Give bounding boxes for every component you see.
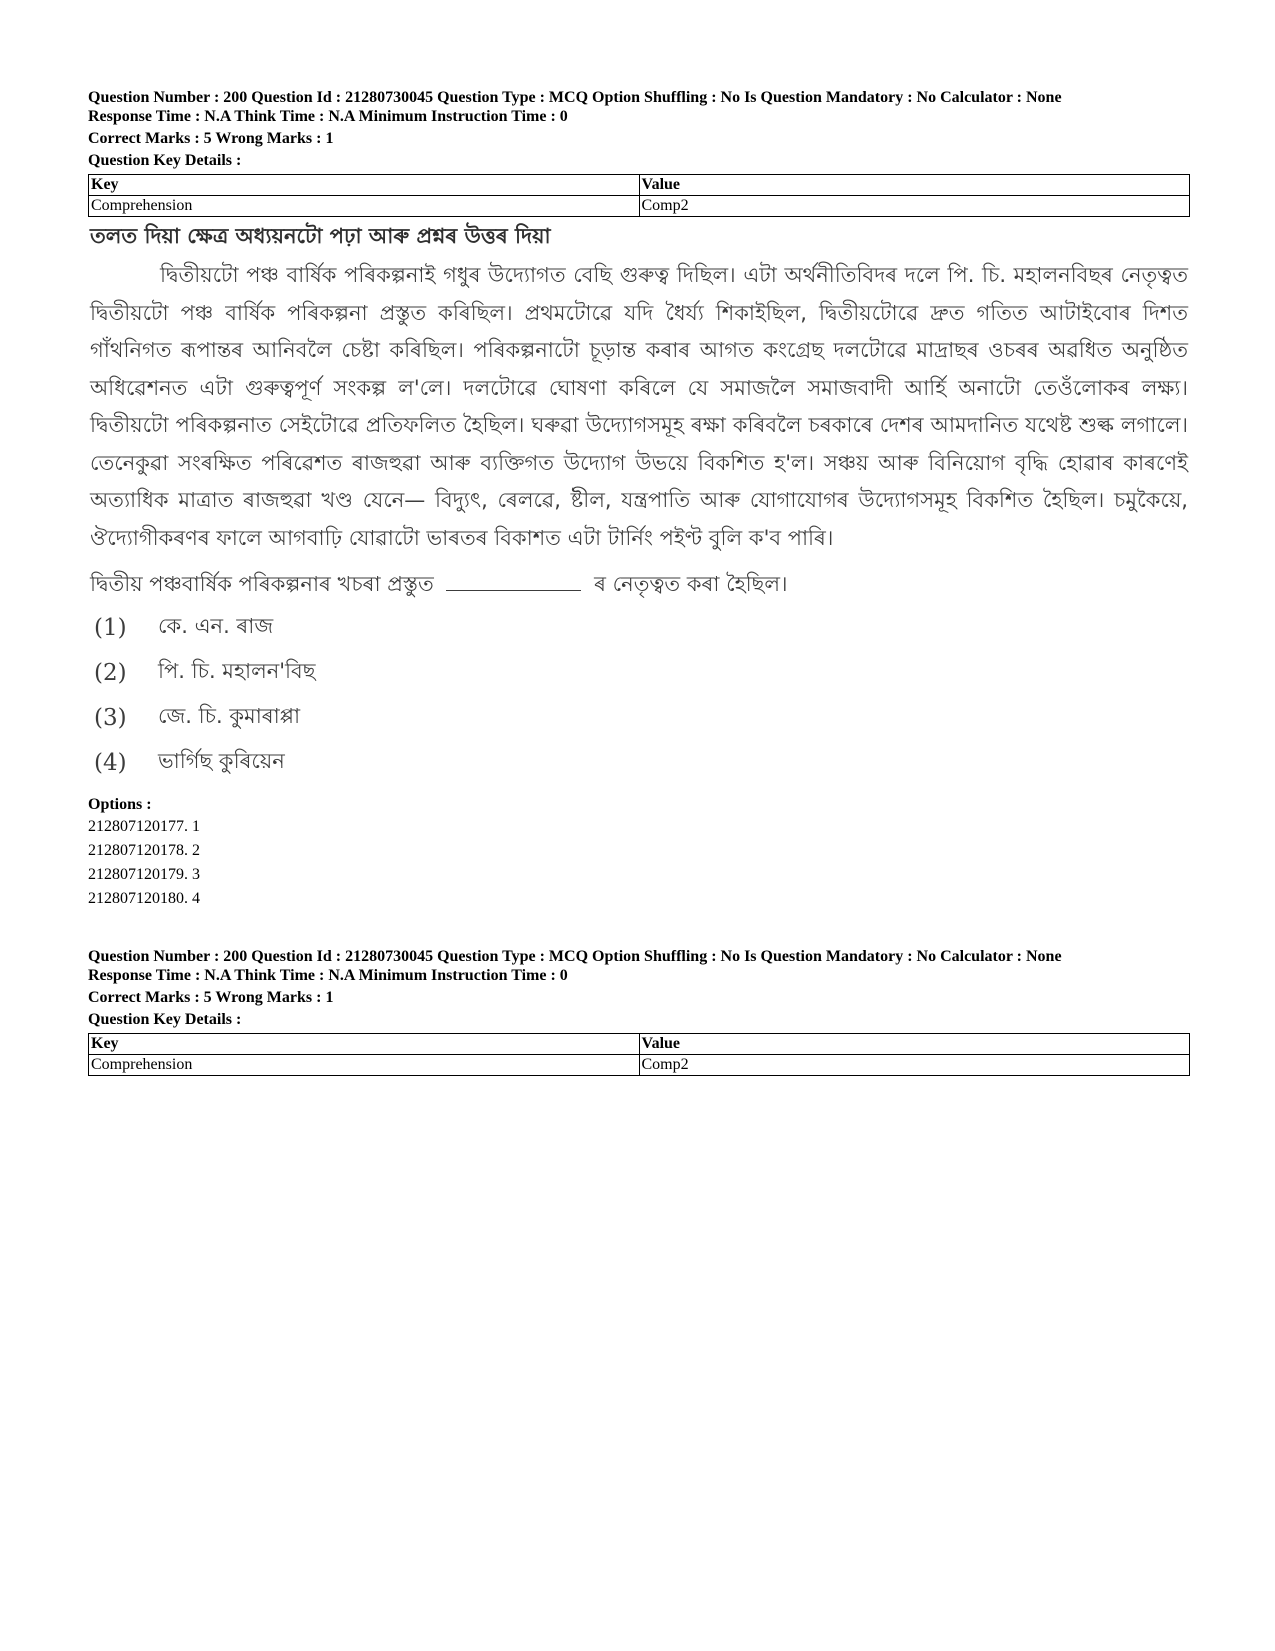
question-meta-line1: Question Number : 200 Question Id : 21280730045 Question Type : MCQ Option Shuffling : No Is Question Mandatory : No Calculator : None	[88, 89, 1062, 106]
passage-heading: তলত দিয়া ক্ষেত্ৰ অধ্যয়নটো পঢ়া আৰু প্ৰশ্নৰ উত্তৰ দিয়া	[90, 224, 551, 248]
choice-text: ভাৰ্গিছ কুৰিয়েন	[158, 749, 285, 773]
key-details-table	[88, 1033, 1190, 1076]
table-cell-key: Comprehension	[89, 1055, 640, 1076]
choice-number: (4)	[94, 749, 127, 776]
choice-text: জে. চি. কুমাৰাপ্পা	[158, 704, 301, 728]
key-details-label: Question Key Details :	[88, 152, 242, 169]
option-item: 212807120177. 1	[88, 818, 200, 835]
marks-line: Correct Marks : 5 Wrong Marks : 1	[88, 130, 334, 147]
question-text-after: ৰ নেতৃত্বত কৰা হৈছিল।	[594, 572, 788, 596]
choice-text: পি. চি. মহালন'বিছ	[158, 659, 316, 683]
table-header-value: Value	[639, 175, 1190, 196]
table-cell-value: Comp2	[639, 196, 1190, 217]
choice-number: (2)	[94, 659, 127, 686]
question-text	[90, 569, 1190, 599]
table-header-key: Key	[89, 1034, 640, 1055]
question-meta	[88, 88, 1190, 170]
choice-item	[94, 605, 1190, 650]
question-meta-line2: Response Time : N.A Think Time : N.A Minimum Instruction Time : 0	[88, 967, 568, 984]
question-meta-line2: Response Time : N.A Think Time : N.A Minimum Instruction Time : 0	[88, 108, 568, 125]
options-label: Options :	[88, 796, 152, 813]
answer-choices	[94, 605, 1190, 785]
option-item: 212807120178. 2	[88, 842, 200, 859]
marks-line: Correct Marks : 5 Wrong Marks : 1	[88, 989, 334, 1006]
options-list	[88, 815, 1190, 911]
table-header-row	[89, 175, 1190, 196]
document-page	[88, 88, 1190, 1076]
table-cell-key: Comprehension	[89, 196, 640, 217]
choice-item	[94, 650, 1190, 695]
question-meta-line1: Question Number : 200 Question Id : 21280730045 Question Type : MCQ Option Shuffling : No Is Question Mandatory : No Calculator : None	[88, 948, 1062, 965]
table-row	[89, 196, 1190, 217]
table-cell-value: Comp2	[639, 1055, 1190, 1076]
option-item: 212807120179. 3	[88, 866, 200, 883]
choice-item	[94, 740, 1190, 785]
question-block-2	[88, 947, 1190, 1076]
choice-number: (1)	[94, 614, 127, 641]
fill-blank	[446, 570, 581, 591]
choice-item	[94, 695, 1190, 740]
table-header-key: Key	[89, 175, 640, 196]
question-text-before: দ্বিতীয় পঞ্চবাৰ্ষিক পৰিকল্পনাৰ খচৰা প্ৰস্তুত	[90, 572, 434, 596]
comprehension-block	[88, 221, 1190, 785]
table-header-row	[89, 1034, 1190, 1055]
question-meta	[88, 947, 1190, 1029]
table-header-value: Value	[639, 1034, 1190, 1055]
passage-text: দ্বিতীয়টো পঞ্চ বাৰ্ষিক পৰিকল্পনাই গধুৰ উদ্যোগত বেছি গুৰুত্ব দিছিল। এটা অৰ্থনীতিবিদৰ দলে পি. চি. মহালনবিছৰ নেতৃত্বত দ্বিতীয়টো পঞ্চ বাৰ্ষিক পৰিকল্পনা প্ৰস্তুত কৰিছিল। প্ৰথমটোৱে যদি ধৈৰ্য্য শিকাইছিল, দ্বিতীয়টোৱে দ্ৰুত গতিত আটাইবোৰ দিশত গাঁথনিগত ৰূপান্তৰ আনিবলৈ চেষ্টা কৰিছিল। পৰিকল্পনাটো চূড়ান্ত কৰাৰ আগত কংগ্ৰেছ দলটোৱে মাদ্ৰাছৰ ওচৰৰ অৱধিত অনুষ্ঠিত অধিৱেশনত এটা গুৰুত্বপূৰ্ণ সংকল্প ল'লে। দলটোৱে ঘোষণা কৰিলে যে সমাজলৈ সমাজবাদী আৰ্হি অনাটো তেওঁলোকৰ লক্ষ্য। দ্বিতীয়টো পৰিকল্পনাত সেইটোৱে প্ৰতিফলিত হৈছিল। ঘৰুৱা উদ্যোগসমূহ ৰক্ষা কৰিবলৈ চৰকাৰে দেশৰ আমদানিত যথেষ্ট শুল্ক লগালে। তেনেকুৱা সংৰক্ষিত পৰিৱেশত ৰাজহুৱা আৰু ব্যক্তিগত উদ্যোগ উভয়ে বিকশিত হ'ল। সঞ্চয় আৰু বিনিয়োগ বৃদ্ধি হোৱাৰ কাৰণেই অত্যাধিক মাত্ৰাত ৰাজহুৱা খণ্ড যেনে— বিদ্যুৎ, ৰেলৱে, ষ্টীল, যন্ত্ৰপাতি আৰু যোগাযোগৰ উদ্যোগসমূহ বিকশিত হৈছিল। চমুকৈয়ে, ঔদ্যোগীকৰণৰ ফালে আগবাঢ়ি যোৱাটো ভাৰতৰ বিকাশত এটা টাৰ্নিং পইণ্ট বুলি ক'ব পাৰি।	[90, 263, 1188, 550]
key-details-label: Question Key Details :	[88, 1011, 242, 1028]
choice-text: কে. এন. ৰাজ	[158, 614, 274, 638]
key-details-table	[88, 174, 1190, 217]
table-row	[89, 1055, 1190, 1076]
choice-number: (3)	[94, 704, 127, 731]
option-item: 212807120180. 4	[88, 890, 200, 907]
